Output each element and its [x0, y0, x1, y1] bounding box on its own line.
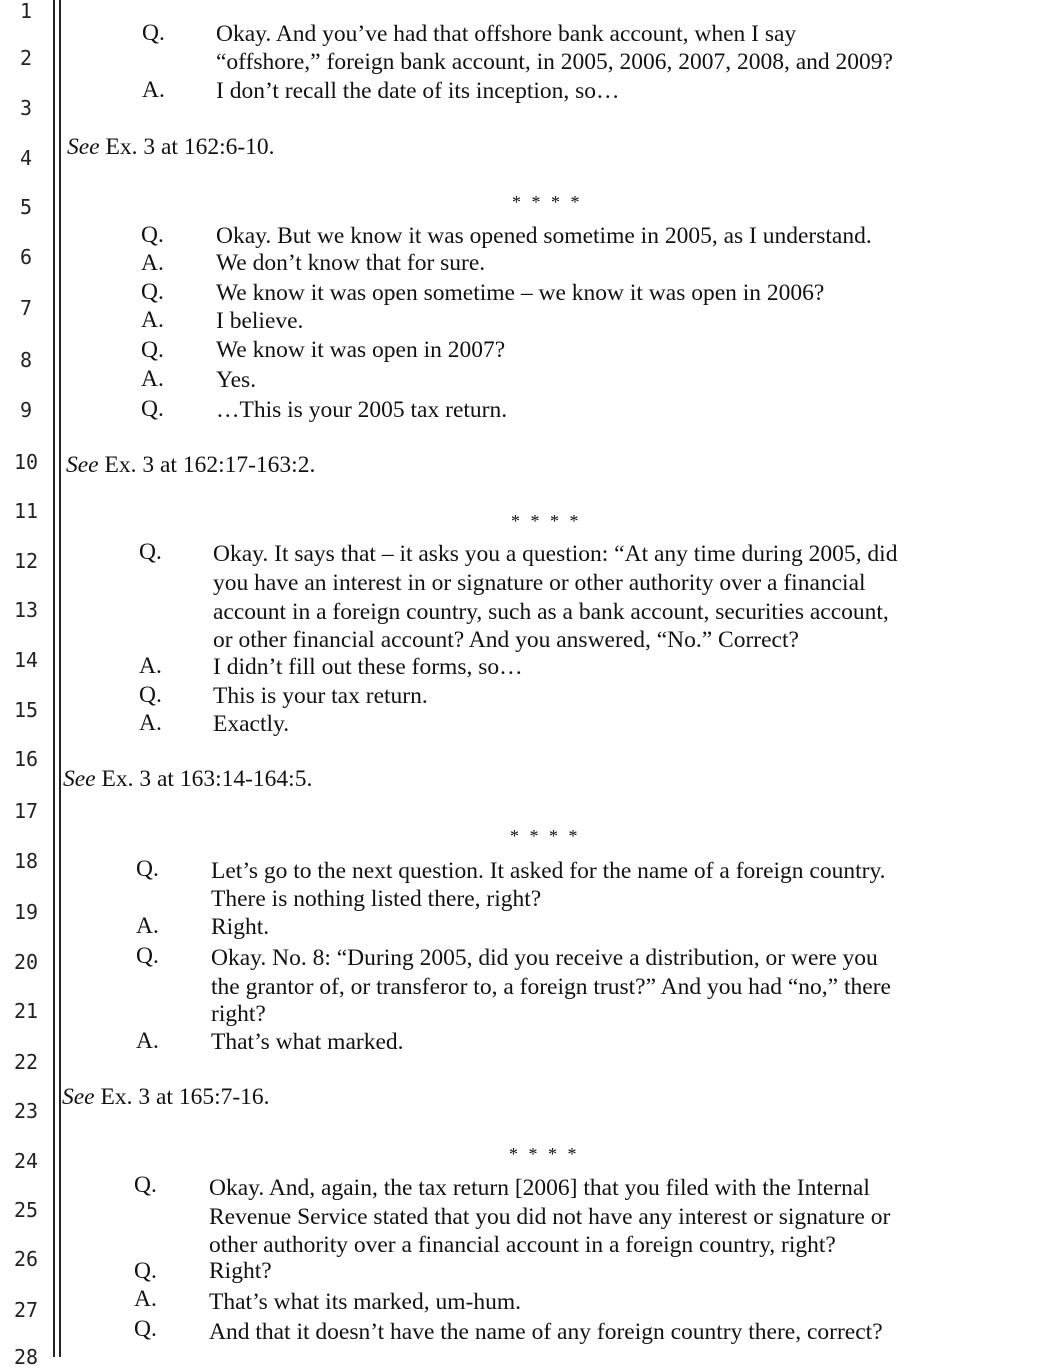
speaker-label: Q. [141, 222, 164, 248]
line-number: 6 [19, 245, 33, 269]
line-number: 23 [13, 1099, 39, 1123]
line-number: 8 [19, 348, 33, 372]
speaker-label: A. [142, 77, 165, 103]
speaker-label: A. [141, 366, 164, 392]
line-number: 5 [19, 195, 33, 219]
testimony-line: Okay. It says that – it asks you a question: “At any time during 2005, did [213, 541, 898, 567]
citation: See Ex. 3 at 162:6-10. [67, 134, 275, 160]
line-number: 3 [19, 96, 33, 120]
testimony-line: Yes. [216, 367, 257, 393]
speaker-label: Q. [139, 539, 162, 565]
speaker-label: Q. [141, 337, 164, 363]
testimony-line: Okay. And you’ve had that offshore bank account, when I say [216, 21, 797, 47]
speaker-label: A. [136, 1028, 159, 1054]
citation: See Ex. 3 at 165:7-16. [62, 1084, 270, 1110]
testimony-line: other authority over a financial account in a foreign country, right? [209, 1232, 836, 1258]
speaker-label: Q. [141, 279, 164, 305]
speaker-label: Q. [134, 1258, 157, 1284]
line-number: 25 [13, 1198, 39, 1222]
testimony-line: Okay. And, again, the tax return [2006] that you filed with the Internal [209, 1175, 870, 1201]
section-separator: * * * * [511, 511, 582, 531]
line-number: 2 [19, 46, 33, 70]
line-number: 26 [13, 1247, 39, 1271]
speaker-label: Q. [142, 20, 165, 46]
line-number: 7 [19, 296, 33, 320]
margin-rule-right [59, 0, 61, 1357]
testimony-line: Revenue Service stated that you did not have any interest or signature or [209, 1204, 891, 1230]
line-number: 20 [13, 950, 39, 974]
testimony-line: Right. [211, 914, 270, 940]
citation: See Ex. 3 at 162:17-163:2. [66, 452, 316, 478]
line-number: 22 [13, 1050, 39, 1074]
testimony-line: Exactly. [213, 711, 290, 737]
line-number: 15 [13, 698, 39, 722]
testimony-line: That’s what its marked, um-hum. [209, 1289, 521, 1315]
line-number: 13 [13, 598, 39, 622]
section-separator: * * * * [509, 1144, 580, 1164]
testimony-line: Okay. No. 8: “During 2005, did you receive a distribution, or were you [211, 945, 878, 971]
line-number: 1 [19, 0, 33, 23]
testimony-line: This is your tax return. [213, 683, 428, 709]
testimony-line: We know it was open sometime – we know it was open in 2006? [216, 280, 825, 306]
speaker-label: Q. [136, 943, 159, 969]
speaker-label: Q. [134, 1172, 157, 1198]
line-number: 12 [13, 549, 39, 573]
testimony-line: “offshore,” foreign bank account, in 2005, 2006, 2007, 2008, and 2009? [216, 49, 893, 75]
line-number: 27 [13, 1298, 39, 1322]
speaker-label: A. [136, 913, 159, 939]
line-number: 17 [13, 799, 39, 823]
speaker-label: Q. [141, 396, 164, 422]
testimony-line: I don’t recall the date of its inception, so… [216, 78, 620, 104]
line-number: 18 [13, 849, 39, 873]
line-number: 21 [13, 999, 39, 1023]
speaker-label: Q. [139, 682, 162, 708]
speaker-label: A. [134, 1286, 157, 1312]
margin-rule-left [53, 0, 55, 1357]
testimony-line: the grantor of, or transferor to, a foreign trust?” And you had “no,” there [211, 974, 891, 1000]
testimony-line: Right? [209, 1258, 272, 1284]
line-number: 9 [19, 398, 33, 422]
testimony-line: …This is your 2005 tax return. [216, 397, 508, 423]
line-number: 16 [13, 747, 39, 771]
section-separator: * * * * [510, 826, 581, 846]
citation: See Ex. 3 at 163:14-164:5. [63, 766, 313, 792]
testimony-line: right? [211, 1001, 266, 1027]
line-number: 28 [13, 1345, 39, 1369]
speaker-label: A. [139, 653, 162, 679]
line-number: 19 [13, 900, 39, 924]
line-number: 11 [13, 499, 39, 523]
testimony-line: account in a foreign country, such as a bank account, securities account, [213, 599, 889, 625]
speaker-label: Q. [136, 856, 159, 882]
testimony-line: That’s what marked. [211, 1029, 404, 1055]
speaker-label: A. [141, 250, 164, 276]
speaker-label: Q. [134, 1316, 157, 1342]
testimony-line: or other financial account? And you answered, “No.” Correct? [213, 627, 799, 653]
section-separator: * * * * [512, 192, 583, 212]
testimony-line: There is nothing listed there, right? [211, 886, 542, 912]
testimony-line: you have an interest in or signature or other authority over a financial [213, 570, 866, 596]
line-number: 4 [19, 146, 33, 170]
line-number: 10 [13, 450, 39, 474]
testimony-line: And that it doesn’t have the name of any foreign country there, correct? [209, 1319, 883, 1345]
speaker-label: A. [139, 710, 162, 736]
testimony-line: I didn’t fill out these forms, so… [213, 654, 523, 680]
testimony-line: Let’s go to the next question. It asked for the name of a foreign country. [211, 858, 886, 884]
testimony-line: Okay. But we know it was opened sometime in 2005, as I understand. [216, 223, 872, 249]
line-number: 14 [13, 648, 39, 672]
testimony-line: We don’t know that for sure. [216, 250, 486, 276]
speaker-label: A. [141, 307, 164, 333]
line-number: 24 [13, 1149, 39, 1173]
testimony-line: I believe. [216, 308, 304, 334]
testimony-line: We know it was open in 2007? [216, 337, 506, 363]
